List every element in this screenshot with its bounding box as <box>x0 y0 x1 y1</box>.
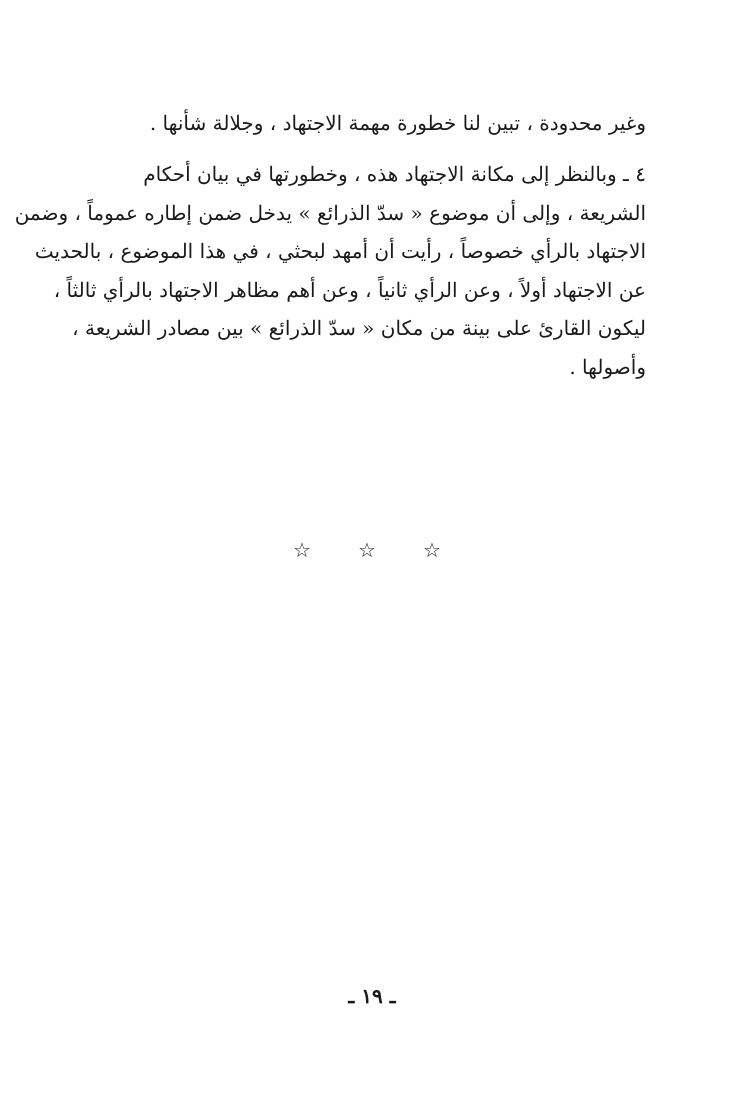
section-separator <box>292 535 442 565</box>
star-icon: ☆ <box>293 538 311 562</box>
text-line: وأصولها . <box>569 354 646 379</box>
paragraph-intro <box>80 104 646 143</box>
text-line: وغير محدودة ، تبين لنا خطورة مهمة الاجتهاد ، وجلالة شأنها . <box>149 111 646 135</box>
star-icon: ☆ <box>423 538 441 562</box>
text-line: ٤ ـ وبالنظر إلى مكانة الاجتهاد هذه ، وخطورتها في بيان أحكام <box>143 162 646 186</box>
star-icon: ☆ <box>358 538 376 562</box>
text-line: عن الاجتهاد أولاً ، وعن الرأي ثانياً ، وعن أهم مظاهر الاجتهاد بالرأي ثالثاً ، <box>53 277 646 302</box>
text-line: الاجتهاد بالرأي خصوصاً ، رأيت أن أمهد لبحثي ، في هذا الموضوع ، بالحديث <box>34 239 646 264</box>
paragraph-4 <box>14 155 646 387</box>
text-line: الشريعة ، وإلى أن موضوع « سدّ الذرائع » يدخل ضمن إطاره عموماً ، وضمن <box>14 200 646 225</box>
text-line: ليكون القارئ على بينة من مكان « سدّ الذرائع » بين مصادر الشريعة ، <box>72 316 646 341</box>
page-number: ـ ١٩ ـ <box>348 984 396 1008</box>
